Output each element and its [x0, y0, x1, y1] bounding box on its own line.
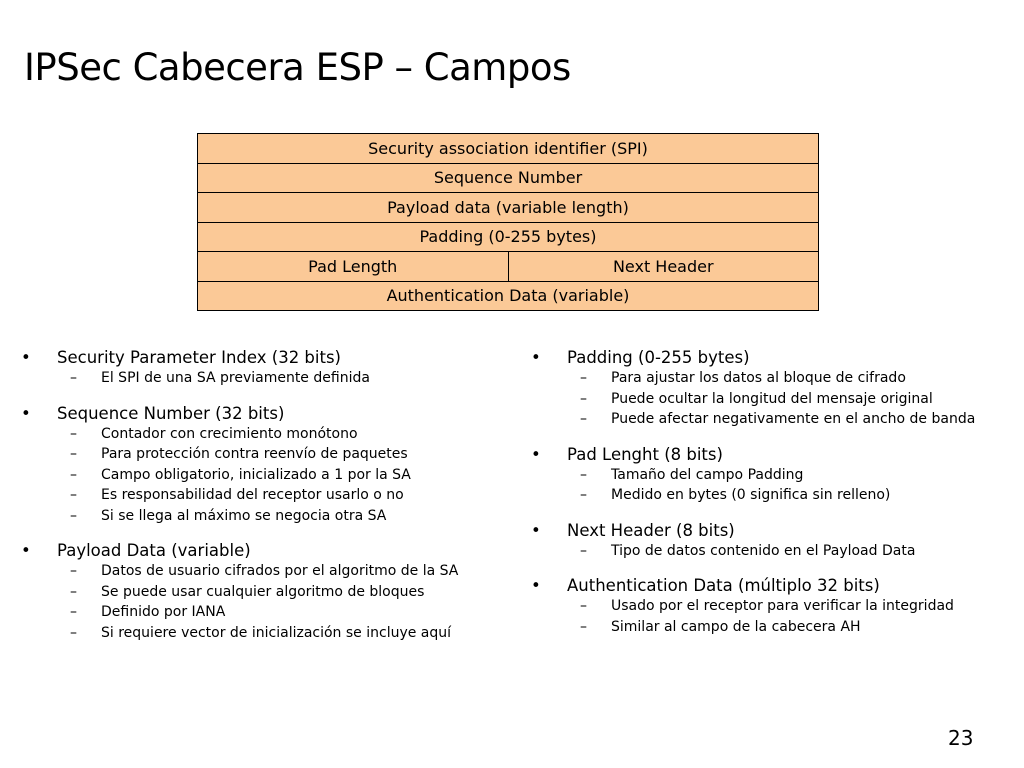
list-item: – Definido por IANA — [20, 602, 515, 623]
bullet-payload-data — [20, 540, 515, 643]
dash-icon: – — [580, 411, 587, 427]
bullet-heading: Security Parameter Index (32 bits) — [57, 348, 341, 367]
list-item: – Campo obligatorio, inicializado a 1 por la SA — [20, 465, 515, 486]
list-item: – Tipo de datos contenido en el Payload Data — [530, 541, 1020, 562]
bullet-authentication-data — [530, 575, 1020, 637]
dash-icon: – — [70, 446, 77, 462]
list-item: – Es responsabilidad del receptor usarlo o no — [20, 485, 515, 506]
table-row — [198, 222, 819, 252]
dash-icon: – — [70, 487, 77, 503]
esp-header-table — [197, 133, 819, 311]
list-item: – Si se llega al máximo se negocia otra SA — [20, 506, 515, 527]
list-item: – Para ajustar los datos al bloque de cifrado — [530, 368, 1020, 389]
table-row — [198, 252, 819, 282]
bullet-sequence-number — [20, 403, 515, 527]
pad-length-field: Pad Length — [198, 252, 509, 282]
list-item: – Similar al campo de la cabecera AH — [530, 617, 1020, 638]
bullet-icon: • — [21, 348, 31, 367]
dash-icon: – — [70, 604, 77, 620]
dash-icon: – — [70, 583, 77, 600]
list-item: – Usado por el receptor para verificar la integridad — [530, 596, 1020, 617]
list-item: – Puede ocultar la longitud del mensaje original — [530, 389, 1020, 410]
dash-icon: – — [580, 487, 587, 503]
page-number: 23 — [948, 726, 974, 750]
bullet-heading: Payload Data (variable) — [57, 541, 251, 560]
bullet-pad-length — [530, 444, 1020, 506]
bullet-padding — [530, 347, 1020, 430]
payload-data-field: Payload data (variable length) — [198, 193, 819, 223]
left-bullet-column — [20, 347, 515, 657]
bullet-next-header — [530, 520, 1020, 562]
list-item: – Se puede usar cualquier algoritmo de bloques — [20, 582, 515, 603]
authentication-data-field: Authentication Data (variable) — [198, 281, 819, 311]
list-item: – Para protección contra reenvío de paquetes — [20, 444, 515, 465]
table-row — [198, 281, 819, 311]
next-header-field: Next Header — [508, 252, 819, 282]
bullet-icon: • — [531, 520, 541, 540]
padding-field: Padding (0-255 bytes) — [198, 222, 819, 252]
bullet-heading: Padding (0-255 bytes) — [567, 348, 750, 367]
dash-icon: – — [70, 466, 77, 483]
slide-title: IPSec Cabecera ESP – Campos — [24, 46, 571, 89]
list-item: – Si requiere vector de inicialización se incluye aquí — [20, 623, 515, 644]
list-item: – Tamaño del campo Padding — [530, 465, 1020, 486]
dash-icon: – — [580, 370, 587, 386]
spi-field: Security association identifier (SPI) — [198, 134, 819, 164]
bullet-icon: • — [21, 403, 31, 423]
dash-icon: – — [580, 466, 587, 483]
dash-icon: – — [70, 507, 77, 524]
dash-icon: – — [580, 542, 587, 559]
bullet-heading: Next Header (8 bits) — [567, 520, 735, 540]
table-row — [198, 134, 819, 164]
dash-icon: – — [580, 390, 587, 407]
dash-icon: – — [580, 618, 587, 635]
list-item: – Medido en bytes (0 significa sin relleno) — [530, 485, 1020, 506]
dash-icon: – — [70, 370, 77, 386]
list-item: – El SPI de una SA previamente definida — [20, 368, 515, 389]
bullet-icon: • — [531, 348, 541, 367]
dash-icon: – — [70, 624, 77, 641]
bullet-heading: Authentication Data (múltiplo 32 bits) — [567, 576, 880, 595]
list-item: – Puede afectar negativamente en el ancho de banda — [530, 409, 1020, 430]
right-bullet-column — [530, 347, 1020, 651]
list-item: – Datos de usuario cifrados por el algoritmo de la SA — [20, 561, 515, 582]
table-row — [198, 163, 819, 193]
table-row — [198, 193, 819, 223]
sequence-number-field: Sequence Number — [198, 163, 819, 193]
dash-icon: – — [70, 425, 77, 442]
dash-icon: – — [580, 598, 587, 614]
bullet-spi — [20, 347, 515, 389]
list-item: – Contador con crecimiento monótono — [20, 424, 515, 445]
bullet-icon: • — [21, 541, 31, 560]
bullet-heading: Pad Lenght (8 bits) — [567, 444, 723, 464]
dash-icon: – — [70, 563, 77, 579]
bullet-icon: • — [531, 444, 541, 464]
bullet-heading: Sequence Number (32 bits) — [57, 403, 285, 423]
bullet-icon: • — [531, 576, 541, 595]
